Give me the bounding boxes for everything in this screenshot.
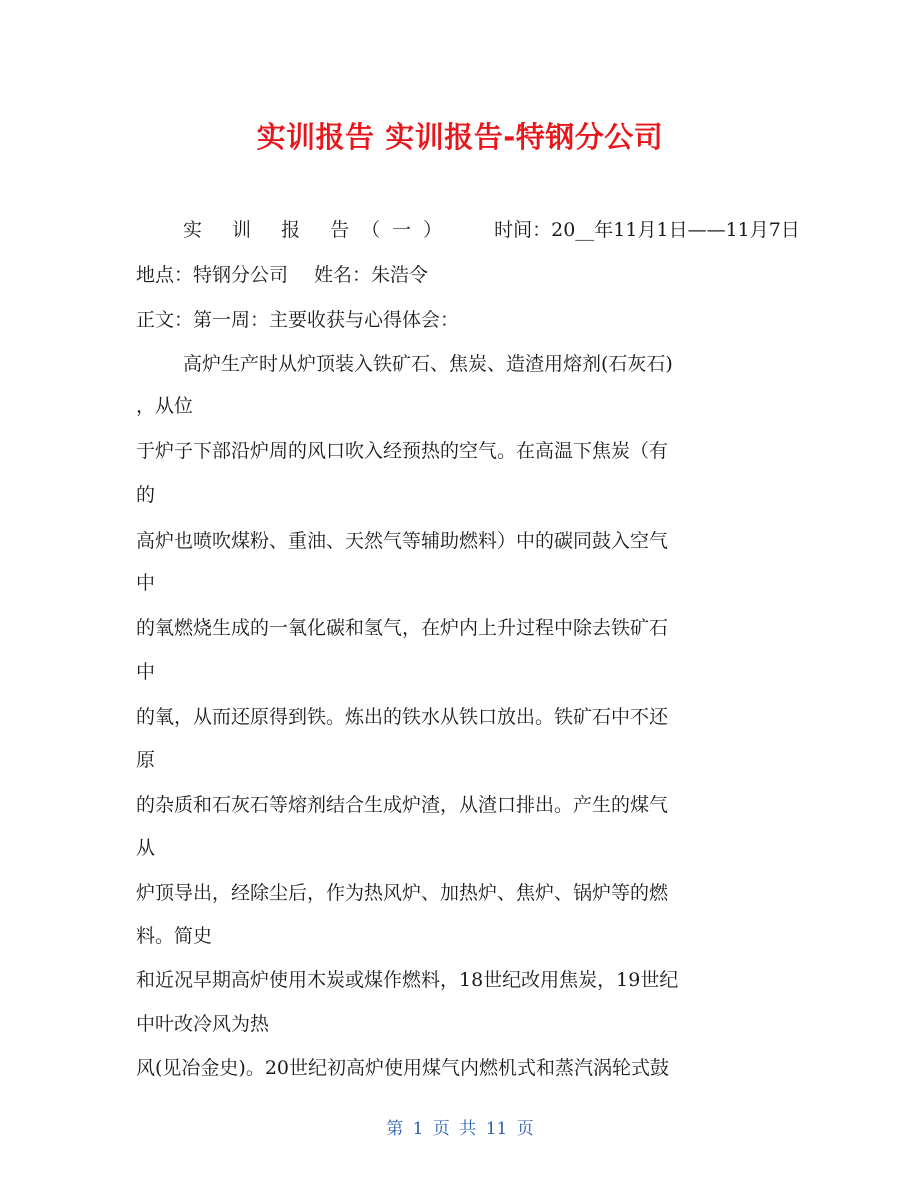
report-label: 实 训 报 告（一） [183,219,455,241]
body-line: 的 [136,484,156,506]
body-line: 的氧燃烧生成的一氧化碳和氢气，在炉内上升过程中除去铁矿石 [136,617,669,639]
body-line: 于炉子下部沿炉周的风口吹入经预热的空气。在高温下焦炭（有 [136,440,669,462]
body-line: 高炉也喷吹煤粉、重油、天然气等辅助燃料）中的碳同鼓入空气 [136,530,669,552]
report-header-line [183,217,800,243]
page-number-footer: 第 1 页 共 11 页 [386,1119,534,1139]
body-line: 中 [136,572,156,594]
report-author: 姓名：朱浩令 [314,264,429,286]
body-line: 中叶改冷风为热 [136,1013,270,1035]
body-line: 从 [136,837,156,859]
body-line: 原 [136,749,156,771]
report-meta-line [136,262,428,288]
section-heading: 正文：第一周：主要收获与心得体会： [136,309,460,331]
body-line: 高炉生产时从炉顶装入铁矿石、焦炭、造渣用熔剂(石灰石) [183,353,673,375]
report-location: 地点：特钢分公司 [136,264,289,286]
body-line: 和近况早期高炉使用木炭或煤作燃料，18世纪改用焦炭，19世纪 [136,969,679,991]
document-title: 实训报告 实训报告-特钢分公司 [256,120,664,154]
body-line: 炉顶导出，经除尘后，作为热风炉、加热炉、焦炉、锅炉等的燃 [136,882,669,904]
body-line: ，从位 [136,395,194,417]
report-time: 时间：20__年11月1日——11月7日 [494,219,800,241]
body-line: 的杂质和石灰石等熔剂结合生成炉渣，从渣口排出。产生的煤气 [136,794,669,816]
body-line: 的氧，从而还原得到铁。炼出的铁水从铁口放出。铁矿石中不还 [136,706,669,728]
body-line: 中 [136,661,156,683]
body-line: 风(见冶金史)。20世纪初高炉使用煤气内燃机式和蒸汽涡轮式鼓 [136,1057,670,1079]
body-line: 料。简史 [136,925,213,947]
